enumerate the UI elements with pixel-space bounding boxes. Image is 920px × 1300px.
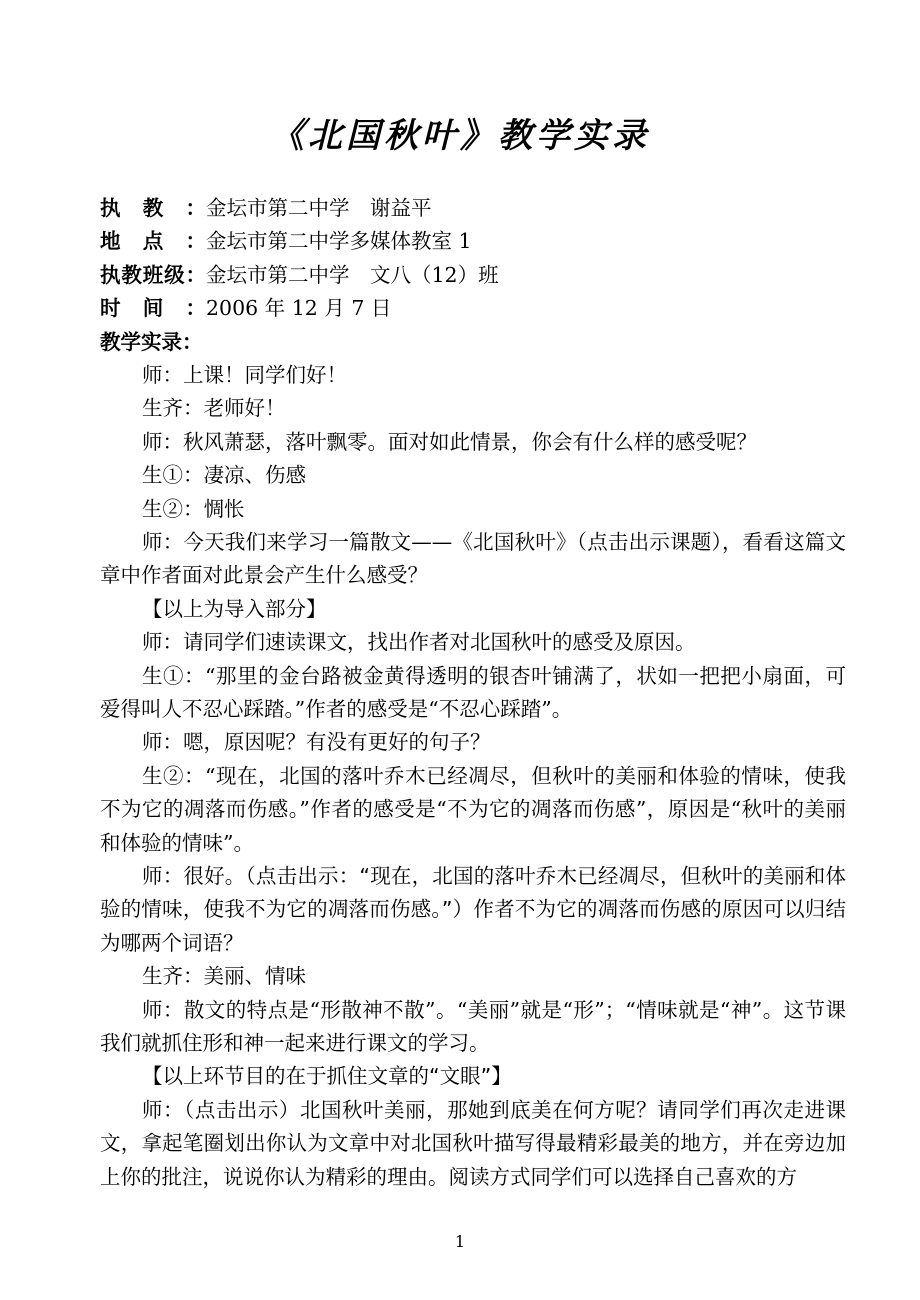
- section-note: 【以上环节目的在于抓住文章的“文眼”】: [142, 1064, 512, 1089]
- document-body: [100, 192, 846, 1194]
- slide-cue: （点击出示）: [184, 1097, 300, 1122]
- meta-location: [100, 225, 846, 258]
- meta-value: 2006 年 12 月 7 日: [206, 296, 392, 321]
- paragraph: 生②：“现在，北国的落叶乔木已经凋尽，但秋叶的美丽和体验的情味，使我不为它的凋落而伤感。”作者的感受是“不为它的凋落而伤感”，原因是“秋叶的美丽和体验的情味”。: [100, 763, 846, 855]
- page-number: 1: [454, 1232, 466, 1251]
- meta-value: 金坛市第二中学多媒体教室 1: [206, 229, 472, 254]
- meta-teacher: [100, 192, 846, 225]
- meta-label: 执教：: [100, 196, 206, 220]
- section-note: 【以上为导入部分】: [142, 596, 327, 621]
- paragraph: 生①：凄凉、伤感: [142, 463, 306, 488]
- paragraph: 生齐：美丽、情味: [142, 964, 306, 989]
- meta-label: 地点：: [100, 229, 206, 254]
- paragraph: 师：上课！同学们好！: [142, 362, 347, 387]
- paragraph: 师：秋风萧瑟，落叶飘零。面对如此情景，你会有什么样的感受呢？: [142, 429, 757, 454]
- text-run: ，看看这篇文章中作者面对此景会产生什么感受？: [100, 529, 847, 588]
- text-run: 北国秋叶美丽，那她到底美在何方呢？请同学们再次走进课文，拿起笔圈划出你认为文章中对北国秋叶描写得最精彩最美的地方，并在旁边加上你的批注，说说你认为精彩的理由。阅读方式同学们可以选择自己喜欢的方: [100, 1097, 847, 1189]
- meta-value: 金坛市第二中学 谢益平: [206, 196, 432, 220]
- meta-time: [100, 292, 846, 325]
- paragraph: 师：散文的特点是“形散神不散”。“美丽”就是“形”；“情味就是“神”。这节课我们就抓住形和神一起来进行课文的学习。: [100, 997, 846, 1056]
- paragraph: 生①：“那里的金台路被金黄得透明的银杏叶铺满了，状如一把把小扇面，可爱得叫人不忍心踩踏。”作者的感受是“不忍心踩踏”。: [100, 663, 846, 722]
- text-run: 师：很好。: [142, 864, 246, 889]
- text-run: 师：今天我们来学习一篇散文——《北国秋叶》: [142, 529, 577, 554]
- paragraph: 师：嗯，原因呢？有没有更好的句子？: [142, 730, 491, 755]
- slide-cue: （点击出示课题）: [576, 529, 722, 554]
- paragraph: 师：请同学们速读课文，找出作者对北国秋叶的感受及原因。: [142, 630, 696, 655]
- paragraph: [100, 1094, 846, 1194]
- meta-label: 时间：: [100, 296, 206, 321]
- document-title: 《北国秋叶》教学实录: [270, 116, 650, 156]
- meta-value: 金坛市第二中学 文八（12）班: [206, 262, 499, 287]
- meta-class: [100, 259, 846, 292]
- paragraph: [100, 526, 846, 593]
- slide-cue: （点击出示：“现在，北国的落叶乔木已经凋尽，但秋叶的美丽和体验的情味，使我不为它的凋落而伤感。”）: [100, 864, 847, 922]
- paragraph: 生②：惆怅: [142, 496, 245, 521]
- text-run: 师：: [142, 1097, 185, 1122]
- paragraph: [100, 860, 846, 960]
- text-run: 作者不为它的凋落而伤感的原因可以归结为哪两个词语？: [100, 897, 847, 955]
- section-heading: 教学实录：: [100, 329, 203, 354]
- meta-label: 执教班级：: [100, 262, 206, 287]
- paragraph: 生齐：老师好！: [142, 396, 286, 421]
